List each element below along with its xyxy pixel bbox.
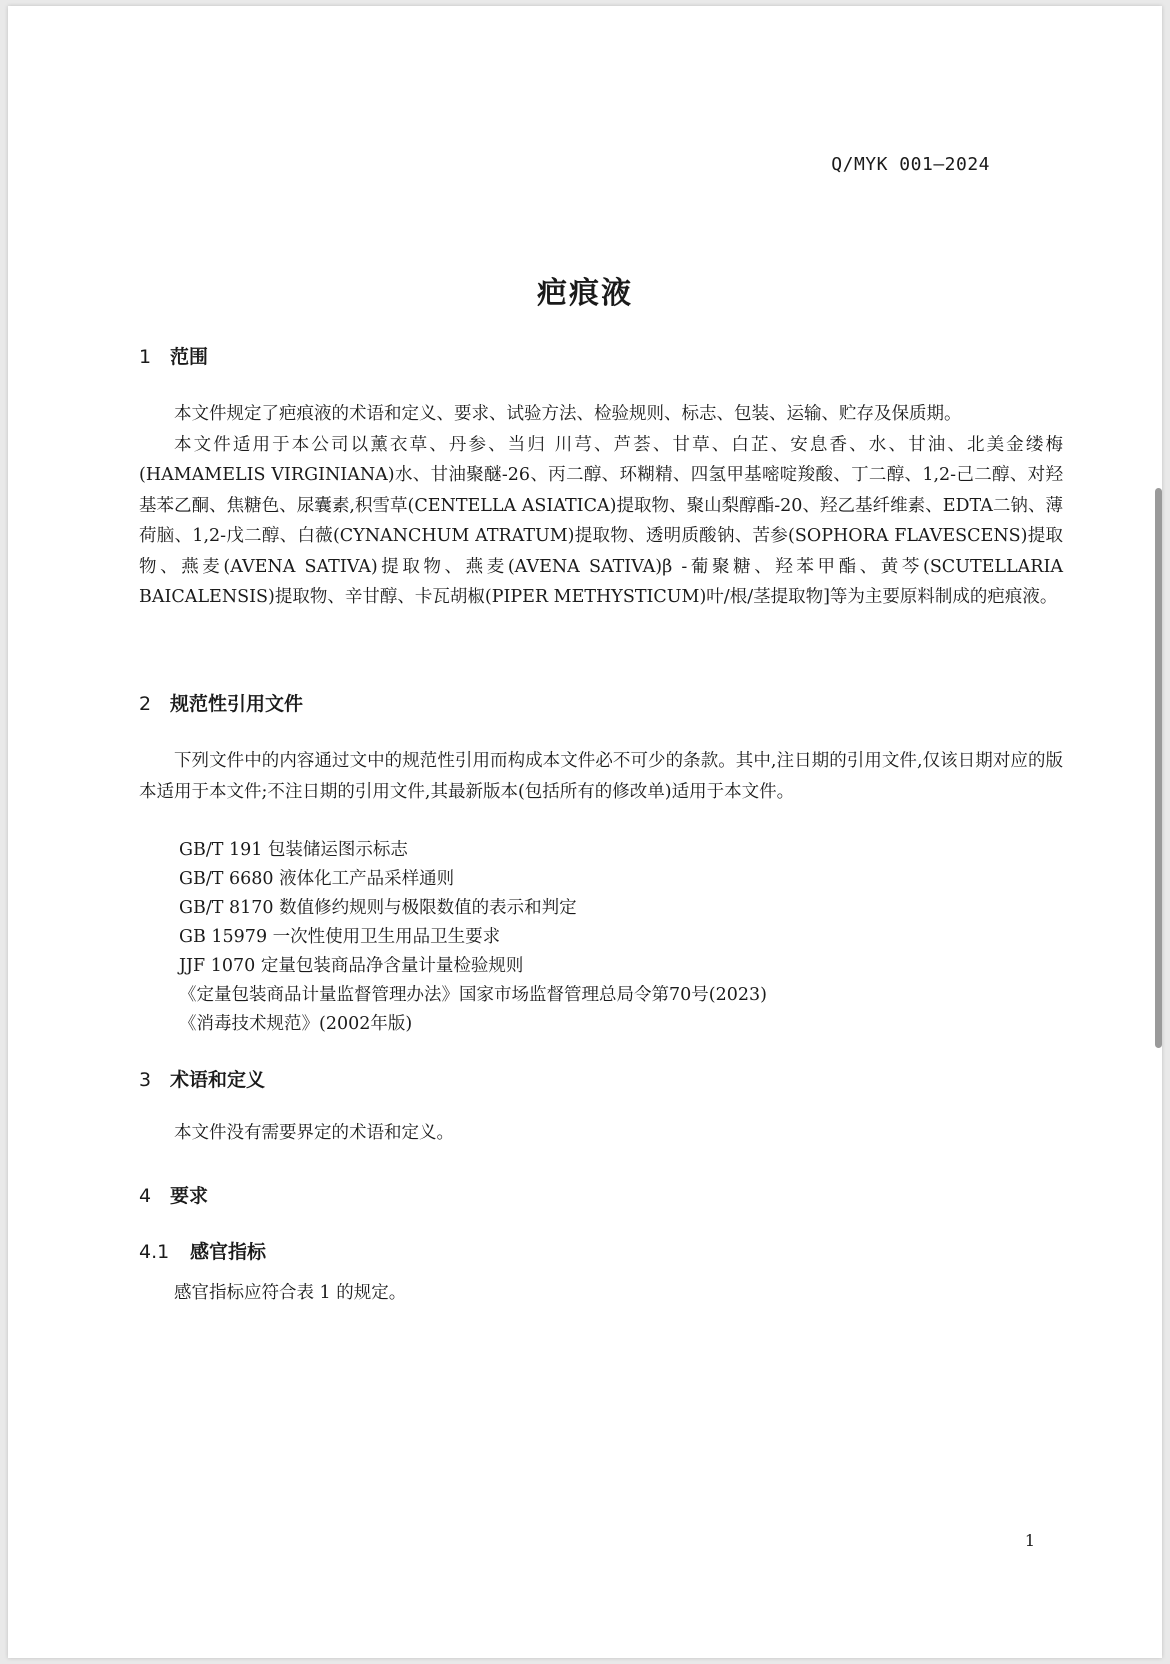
section-3-heading <box>139 1065 265 1092</box>
section-4-1-heading <box>139 1237 266 1264</box>
section-3-body <box>139 1118 1063 1149</box>
document-title: 疤痕液 <box>537 276 633 311</box>
page-number: 1 <box>1024 1531 1035 1550</box>
section-1-number: 1 <box>139 346 152 368</box>
section-2-title: 规范性引用文件 <box>170 693 304 715</box>
section-4-1-paragraph-1: 感官指标应符合表 1 的规定。 <box>174 1283 407 1303</box>
reference-item: 《消毒技术规范》(2002年版) <box>179 1014 413 1034</box>
section-3-paragraph-1: 本文件没有需要界定的术语和定义。 <box>174 1123 454 1143</box>
section-4-title: 要求 <box>170 1185 209 1207</box>
section-2-number: 2 <box>139 693 152 715</box>
section-4-1-title: 感官指标 <box>190 1241 267 1263</box>
section-3-title: 术语和定义 <box>170 1069 266 1091</box>
reference-item: 《定量包装商品计量监督管理办法》国家市场监督管理总局令第70号(2023) <box>179 985 767 1005</box>
standard-number: Q/MYK 001—2024 <box>831 154 990 175</box>
section-2-body <box>139 746 1063 807</box>
section-1-paragraph-2: 本文件适用于本公司以薰衣草、丹参、当归 川芎、芦荟、甘草、白芷、安息香、水、甘油、北美金缕梅(HAMAMELIS VIRGINIANA)水、甘油聚醚-26、丙二醇、环糊精、四氢甲基嘧啶羧酸、丁二醇、1,2-己二醇、对羟基苯乙酮、焦糖色、尿囊素,积雪草(CENTELLA ASIATICA)提取物、聚山梨醇酯-20、羟乙基纤维素、EDTA二钠、薄荷脑、1,2-戊二醇、白薇(CYNANCHUM ATRATUM)提取物、透明质酸钠、苦参(SOPHORA FLAVESCENS)提取物、燕麦(AVENA SATIVA)提取物、燕麦(AVENA SATIVA)β -葡聚糖、羟苯甲酯、黄芩(SCUTELLARIA BAICALENSIS)提取物、辛甘醇、卡瓦胡椒(PIPER METHYSTICUM)叶/根/茎提取物]等为主要原料制成的疤痕液。 <box>139 434 1063 607</box>
reference-item: JJF 1070 定量包装商品净含量计量检验规则 <box>179 956 524 976</box>
section-1-heading <box>139 342 208 369</box>
reference-item: GB/T 6680 液体化工产品采样通则 <box>179 869 455 889</box>
vertical-scrollbar[interactable] <box>1155 488 1162 1048</box>
reference-item: GB/T 191 包装储运图示标志 <box>179 840 408 860</box>
section-4-heading <box>139 1181 208 1208</box>
section-4-number: 4 <box>139 1185 152 1207</box>
reference-item: GB/T 8170 数值修约规则与极限数值的表示和判定 <box>179 898 577 918</box>
document-page <box>8 6 1162 1658</box>
section-2-heading <box>139 689 303 716</box>
section-1-body <box>139 399 1063 613</box>
section-4-1-body <box>139 1278 1063 1309</box>
section-2-paragraph-1: 下列文件中的内容通过文中的规范性引用而构成本文件必不可少的条款。其中,注日期的引用文件,仅该日期对应的版本适用于本文件;不注日期的引用文件,其最新版本(包括所有的修改单)适用于本文件。 <box>139 751 1063 802</box>
section-1-title: 范围 <box>170 346 209 368</box>
section-3-number: 3 <box>139 1069 152 1091</box>
reference-item: GB 15979 一次性使用卫生用品卫生要求 <box>179 927 501 947</box>
section-1-paragraph-1: 本文件规定了疤痕液的术语和定义、要求、试验方法、检验规则、标志、包装、运输、贮存及保质期。 <box>174 404 962 424</box>
section-4-1-number: 4.1 <box>139 1241 170 1263</box>
